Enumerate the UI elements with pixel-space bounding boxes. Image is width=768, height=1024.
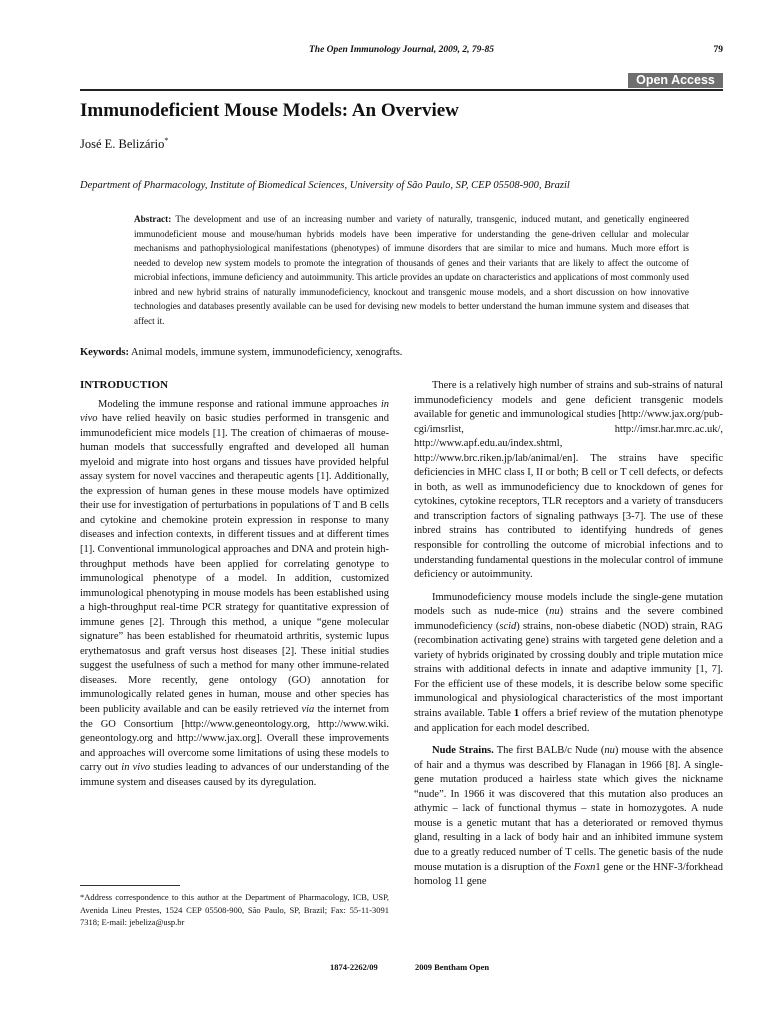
- abstract-text: The development and use of an increasing number and variety of naturally, transgenic, induced mutant, and genetically engineered immunodeficient mouse and mouse/human hybrids models have been imperative for understanding the gene-driven cellular and molecular mechanisms and pathophysiological manifestations (phenotypes) of immune disorders that are similar to mice and humans. Much more effort is needed to develop new system models to promote the integration of thousands of genes and their variants that are likely to affect the outcome of microbial infections, immune deficiency and autoimmunity. This article provides an update on characteristics and applications of most commonly used inbred and new hybrid strains of naturally immunodeficiency, knockout and transgenic mouse models, and a short discussion on how innovative technologies and databases presently available can be used for devising new models to better understand the human immune system and diseases that affect it.: [134, 214, 689, 326]
- italic-run: in vivo: [121, 762, 151, 774]
- text-run: The first BALB/c Nude (: [496, 745, 605, 757]
- text-run: Modeling the immune response and rational immune approaches: [98, 398, 378, 410]
- italic-run: in vivo: [80, 398, 390, 425]
- text-run: ) mouse with the absence of hair and a thymus was described by Flanagan in 1966 [8]. A single-gene mutation produced a hairless state which gives the nickname “nude”. In 1966 it was discovered that this mutation also produces an athymic – lack of functional thymus – state in homozygotes. A nude mouse is a genetic mutant that has a deteriorated or removed thymus gland, resulting in a lack of body hair and an inhibited immune system due to a greatly reduced number of T cells. The genetic basis of the nude mouse mutation is a disruption of the: [414, 745, 724, 873]
- keywords: [80, 347, 723, 358]
- author-mark: *: [164, 136, 169, 145]
- italic-run: Foxn: [573, 861, 596, 873]
- table-ref: 1: [513, 708, 520, 720]
- text-run: 1 gene or the HNF-3/forkhead homolog 11 gene: [414, 861, 723, 888]
- text-run: ) strains, non-obese diabetic (NOD) strain, RAG (recombination activating gene) strains with targeted gene deletion and a variety of hybrids originated by crossing doubly and triple mutation mice strains with additional defects in innate and adaptive immunity [1, 7]. For the efficient use of these models, it is describe below some specific immunological and physiological characteristics of the most important strains available. Table: [414, 620, 723, 720]
- text-run: ) strains and the severe combined immunodeficiency (: [414, 606, 723, 632]
- right-column: [414, 379, 723, 898]
- page-footer: [0, 962, 768, 974]
- keywords-text: Animal models, immune system, immunodeficiency, xenografts.: [131, 347, 403, 358]
- publisher: 2009 Bentham Open: [415, 962, 490, 972]
- issn: 1874-2262/09: [330, 962, 378, 972]
- text-run: Immunodeficiency mouse models include the single-gene mutation models such as nude-mice (: [414, 591, 723, 618]
- keywords-label: Keywords:: [80, 347, 129, 358]
- open-access-badge: Open Access: [628, 73, 723, 88]
- text-run: studies leading to advances of our understanding of the immune system and diseases caused by its dyregulation.: [80, 762, 390, 788]
- affiliation: Department of Pharmacology, Institute of Biomedical Sciences, University of São Paulo, SP, CEP 05508-900, Brazil: [80, 180, 570, 191]
- italic-run: nu: [604, 745, 615, 757]
- page-number: 79: [713, 45, 723, 55]
- text-run: offers a brief review of the mutation phenotype and application for each model described.: [414, 708, 723, 734]
- text-run: the internet from the GO Consortium [http://www.geneontology.org, http://www.wiki. geneontology.org and http://www.jax.org]. Overall these improvements and approaches will overcome some limitations of using these models to carry out: [80, 704, 389, 774]
- abstract: [134, 212, 689, 328]
- header-rule: [80, 89, 723, 91]
- italic-run: nu: [549, 606, 560, 618]
- author-name: José E. Belizário: [80, 137, 165, 152]
- left-column: [80, 378, 389, 798]
- body-paragraph-nude-strains: [414, 744, 723, 889]
- text-run: have relied heavily on basic studies performed in transgenic and immunodeficient mice models [1]. The creation of chimaeras of mouse-human models that successfully engrafted and developed all human myeloid and migrate into host organs and tissues have provided helpful assay system for novel vaccines and therapeutic agents [1]. Additionally, the expression of human genes in these mouse models have optimized their use for investigation of perturbations in populations of T and B cells and cytokine and chemokine protein expression in response to many diseases and infection contexts, in different tissues and at different times [1]. Conventional immunological approaches and DNA and protein high-throughput methods have been applied for correlating genotype to immunological phenotype of a model. In addition, customized immunological phenotyping in mouse models has been established using a high-throughput real-time PCR strategy for quantitative expression of immune genes [2]. Through this method, a unique “gene molecular signature” has been established for rheumatoid arthritis, systemic lupus erythematosus and graft versus host diseases [2]. These initial studies suggest the usefulness of such a method for many other immune-related diseases. More recently, gene ontology (GO) annotation for immunologically related genes in human, mouse and other species has been publicity available and can be easily retrieved: [80, 413, 389, 716]
- correspondence-footnote: *Address correspondence to this author at the Department of Pharmacology, ICB, USP, Avenida Lineu Prestes, 1524 CEP 05508-900, São Paulo, SP, Brazil; Fax: 55-11-3091 7318; E-mail: jebeliza@usp.br: [80, 892, 389, 927]
- subsection-heading: Nude Strains.: [432, 745, 494, 757]
- author-line: [80, 136, 168, 152]
- journal-citation: The Open Immunology Journal, 2009, 2, 79-85: [308, 45, 494, 55]
- abstract-label: Abstract:: [134, 214, 172, 224]
- italic-run: scid: [499, 620, 517, 632]
- footnote-rule: [80, 885, 180, 886]
- section-heading-introduction: INTRODUCTION: [80, 379, 169, 391]
- body-paragraph-models: [414, 591, 723, 736]
- intro-paragraph: [80, 398, 389, 791]
- article-title: Immunodeficient Mouse Models: An Overview: [80, 100, 459, 121]
- body-paragraph-strains: There is a relatively high number of strains and sub-strains of natural immunodeficiency models and gene deficient transgenic models available for genetic and immunological studies [http://www.jax.org/pub-cgi/imsrlist, http://imsr.har.mrc.ac.uk/, http://www.apf.edu.au/index.shtml, http://www.brc.riken.jp/lab/animal/en]. The strains have specific deficiencies in MHC class I, II or both; B cell or T cell defects, or defects in both, as well as immunodeficiency due to knockdown of genes for cytokines, cytokine receptors, TLR receptors and a variety of transducers and transcription factors of signaling pathways [3-7]. The use of these inbred strains has contributed to identifying hundreds of genes responsible for controlling the outcome of microbial infections and to understanding fundamental questions in the molecular control of immune deficiency or autoimmunity.: [414, 380, 723, 581]
- running-header: [80, 45, 723, 59]
- italic-run: via: [301, 704, 315, 716]
